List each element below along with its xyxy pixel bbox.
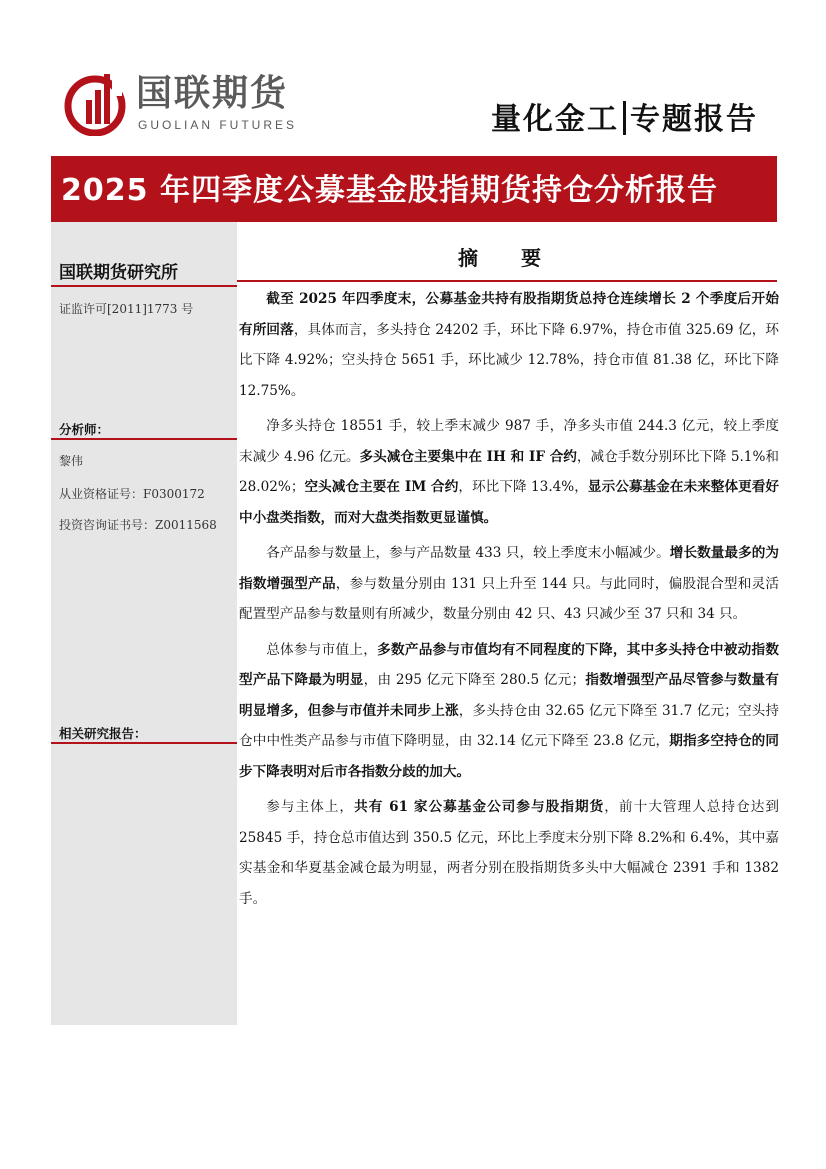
report-type-divider bbox=[623, 101, 626, 135]
body-text: 参与主体上， bbox=[266, 799, 355, 815]
report-title: 2025 年四季度公募基金股指期货持仓分析报告 bbox=[61, 173, 718, 208]
qualification-number: 从业资格证号：F0300172 bbox=[59, 487, 205, 501]
analyst-label: 分析师： bbox=[59, 422, 110, 437]
title-banner bbox=[51, 156, 777, 222]
sidebar-divider bbox=[51, 438, 237, 440]
guolian-logo-mark bbox=[62, 70, 128, 136]
sidebar-divider bbox=[51, 742, 237, 744]
emphasis-text: 共有 61 家公募基金公司参与股指期货 bbox=[354, 799, 605, 815]
brand-name-en: GUOLIAN FUTURES bbox=[138, 118, 298, 132]
license-number: 证监许可[2011]1773 号 bbox=[59, 302, 194, 316]
abstract-paragraph bbox=[239, 411, 779, 533]
emphasis-text: 截至 2025 年四季度末，公募基金共持有股指期货总持仓连续增长 2 个季度后开始有所回落 bbox=[239, 291, 779, 338]
abstract-paragraph bbox=[239, 284, 779, 406]
emphasis-text: 期指多空持仓的同步下降表明对后市各指数分歧的加大。 bbox=[239, 733, 780, 780]
body-text: 净多头持仓 18551 手，较上季末减少 987 手，净多头市值 244.3 亿元，较上季度末减少 4.96 亿元。 bbox=[239, 418, 779, 465]
abstract-divider bbox=[237, 280, 777, 282]
brand-name-cn: 国联期货 bbox=[136, 73, 289, 114]
sidebar-divider bbox=[51, 285, 237, 287]
abstract-heading: 摘 要 bbox=[458, 246, 559, 270]
body-text: ，多头持仓由 32.65 亿元下降至 31.7 亿元；空头持仓中中性类产品参与市值下降明显，由 32.14 亿元下降至 23.8 亿元， bbox=[239, 702, 780, 749]
emphasis-text: 显示公募基金在未来整体更看好中小盘类指数，而对大盘类指数更显谨慎。 bbox=[239, 479, 780, 526]
body-text: ，由 295 亿元下降至 280.5 亿元； bbox=[363, 672, 586, 688]
body-text: 总体参与市值上， bbox=[266, 641, 378, 658]
institute-name: 国联期货研究所 bbox=[59, 263, 178, 283]
abstract-paragraph bbox=[239, 792, 779, 914]
report-type bbox=[491, 100, 758, 140]
abstract-paragraph bbox=[239, 538, 779, 630]
emphasis-text: 空头减仓主要在 IM 合约 bbox=[304, 479, 459, 495]
emphasis-text: 多数产品参与市值均有不同程度的下降，其中多头持仓中被动指数型产品下降最为明显 bbox=[239, 641, 779, 688]
related-reports-label: 相关研究报告： bbox=[59, 726, 147, 741]
consult-certificate: 投资咨询证书号：Z0011568 bbox=[59, 518, 217, 532]
body-text: ，减仓手数分别环比下降 5.1%和 28.02%； bbox=[239, 448, 779, 495]
body-text: 各产品参与数量上，参与产品数量 433 只，较上季度末小幅减少。 bbox=[266, 545, 670, 561]
analyst-name: 黎伟 bbox=[59, 454, 84, 468]
emphasis-text: 多头减仓主要集中在 IH 和 IF 合约 bbox=[359, 448, 577, 465]
company-logo bbox=[62, 70, 312, 136]
abstract-body bbox=[239, 284, 779, 919]
emphasis-text: 增长数量最多的为指数增强型产品 bbox=[239, 545, 780, 592]
report-category: 量化金工 bbox=[491, 102, 619, 137]
body-text: ，具体而言，多头持仓 24202 手，环比下降 6.97%，持仓市值 325.69 亿，环比下降 4.92%；空头持仓 5651 手，环比减少 12.78%，持仓市值 81.38 亿，环比下降 12.75%。 bbox=[239, 321, 779, 399]
emphasis-text: 指数增强型产品尽管参与数量有明显增多，但参与市值并未同步上涨 bbox=[239, 672, 780, 719]
body-text: ，前十大管理人总持仓达到 25845 手，持仓总市值达到 350.5 亿元，环比上季度末分别下降 8.2%和 6.4%，其中嘉实基金和华夏基金减仓最为明显，两者分别在股指期货多头中大幅减仓 2391 手和 1382 手。 bbox=[239, 799, 779, 907]
body-text: ，环比下降 13.4%， bbox=[458, 479, 588, 495]
report-subcategory: 专题报告 bbox=[630, 102, 758, 137]
abstract-paragraph bbox=[239, 635, 779, 788]
sidebar bbox=[51, 222, 237, 1025]
body-text: ，参与数量分别由 131 只上升至 144 只。与此同时，偏股混合型和灵活配置型产品参与数量则有所减少，数量分别由 42 只、43 只减少至 37 只和 34 只。 bbox=[239, 575, 779, 622]
